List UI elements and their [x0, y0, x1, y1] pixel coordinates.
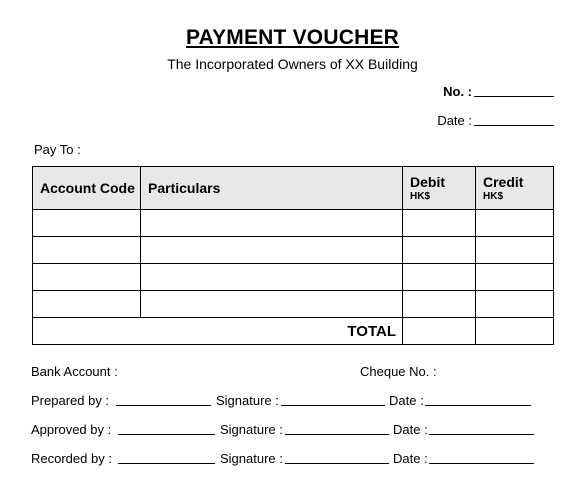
- recorded-date-label: Date :: [393, 451, 428, 466]
- prepared-date-label: Date :: [389, 393, 424, 408]
- total-row: [33, 318, 554, 345]
- debit-cell[interactable]: [403, 210, 476, 237]
- credit-total-cell[interactable]: [476, 318, 554, 345]
- particulars-cell[interactable]: [141, 237, 403, 264]
- voucher-number-field[interactable]: [474, 96, 554, 97]
- table-row: [33, 210, 554, 237]
- approved-signature-label: Signature :: [220, 422, 283, 437]
- prepared-date-field[interactable]: [425, 405, 531, 406]
- approved-date-field[interactable]: [429, 434, 534, 435]
- recorded-by-label: Recorded by :: [31, 451, 112, 466]
- column-header-debit: [403, 167, 476, 210]
- column-header-label: Debit: [410, 174, 445, 190]
- column-header-label: Account Code: [40, 180, 135, 196]
- particulars-cell[interactable]: [141, 264, 403, 291]
- recorded-signature-label: Signature :: [220, 451, 283, 466]
- account-code-cell[interactable]: [33, 210, 141, 237]
- table-header-row: [33, 167, 554, 210]
- credit-cell[interactable]: [476, 264, 554, 291]
- prepared-by-label: Prepared by :: [31, 393, 110, 408]
- voucher-title-text: PAYMENT VOUCHER: [185, 26, 400, 49]
- approved-by-field[interactable]: [118, 434, 215, 435]
- account-code-cell[interactable]: [33, 264, 141, 291]
- prepared-signature-label: Signature :: [216, 393, 279, 408]
- debit-cell[interactable]: [403, 237, 476, 264]
- column-header-label: Credit: [483, 174, 524, 190]
- voucher-title: [0, 26, 585, 50]
- account-code-cell[interactable]: [33, 291, 141, 318]
- table-row: [33, 291, 554, 318]
- approved-by-label: Approved by :: [31, 422, 112, 437]
- voucher-table: [32, 166, 554, 345]
- column-header-currency: HK$: [410, 191, 431, 202]
- credit-cell[interactable]: [476, 237, 554, 264]
- recorded-signature-field[interactable]: [285, 463, 389, 464]
- debit-cell[interactable]: [403, 291, 476, 318]
- particulars-cell[interactable]: [141, 291, 403, 318]
- column-header-label: Particulars: [148, 180, 221, 196]
- approved-signature-field[interactable]: [285, 434, 389, 435]
- recorded-by-field[interactable]: [118, 463, 215, 464]
- credit-cell[interactable]: [476, 291, 554, 318]
- pay-to-label: Pay To :: [34, 142, 81, 157]
- debit-cell[interactable]: [403, 264, 476, 291]
- column-header-account-code: [33, 167, 141, 210]
- voucher-date-label: Date :: [437, 113, 472, 128]
- voucher-number-label: No. :: [443, 84, 472, 99]
- bank-account-label: Bank Account :: [31, 364, 118, 379]
- column-header-particulars: [141, 167, 403, 210]
- recorded-date-field[interactable]: [429, 463, 534, 464]
- account-code-cell[interactable]: [33, 237, 141, 264]
- column-header-credit: [476, 167, 554, 210]
- prepared-signature-field[interactable]: [281, 405, 385, 406]
- table-row: [33, 237, 554, 264]
- prepared-by-field[interactable]: [116, 405, 211, 406]
- total-label: TOTAL: [33, 318, 403, 345]
- voucher-date-field[interactable]: [474, 125, 554, 126]
- organization-name: The Incorporated Owners of XX Building: [167, 56, 418, 72]
- column-header-currency: HK$: [483, 191, 504, 202]
- table-row: [33, 264, 554, 291]
- cheque-number-label: Cheque No. :: [360, 364, 437, 379]
- debit-total-cell[interactable]: [403, 318, 476, 345]
- particulars-cell[interactable]: [141, 210, 403, 237]
- credit-cell[interactable]: [476, 210, 554, 237]
- approved-date-label: Date :: [393, 422, 428, 437]
